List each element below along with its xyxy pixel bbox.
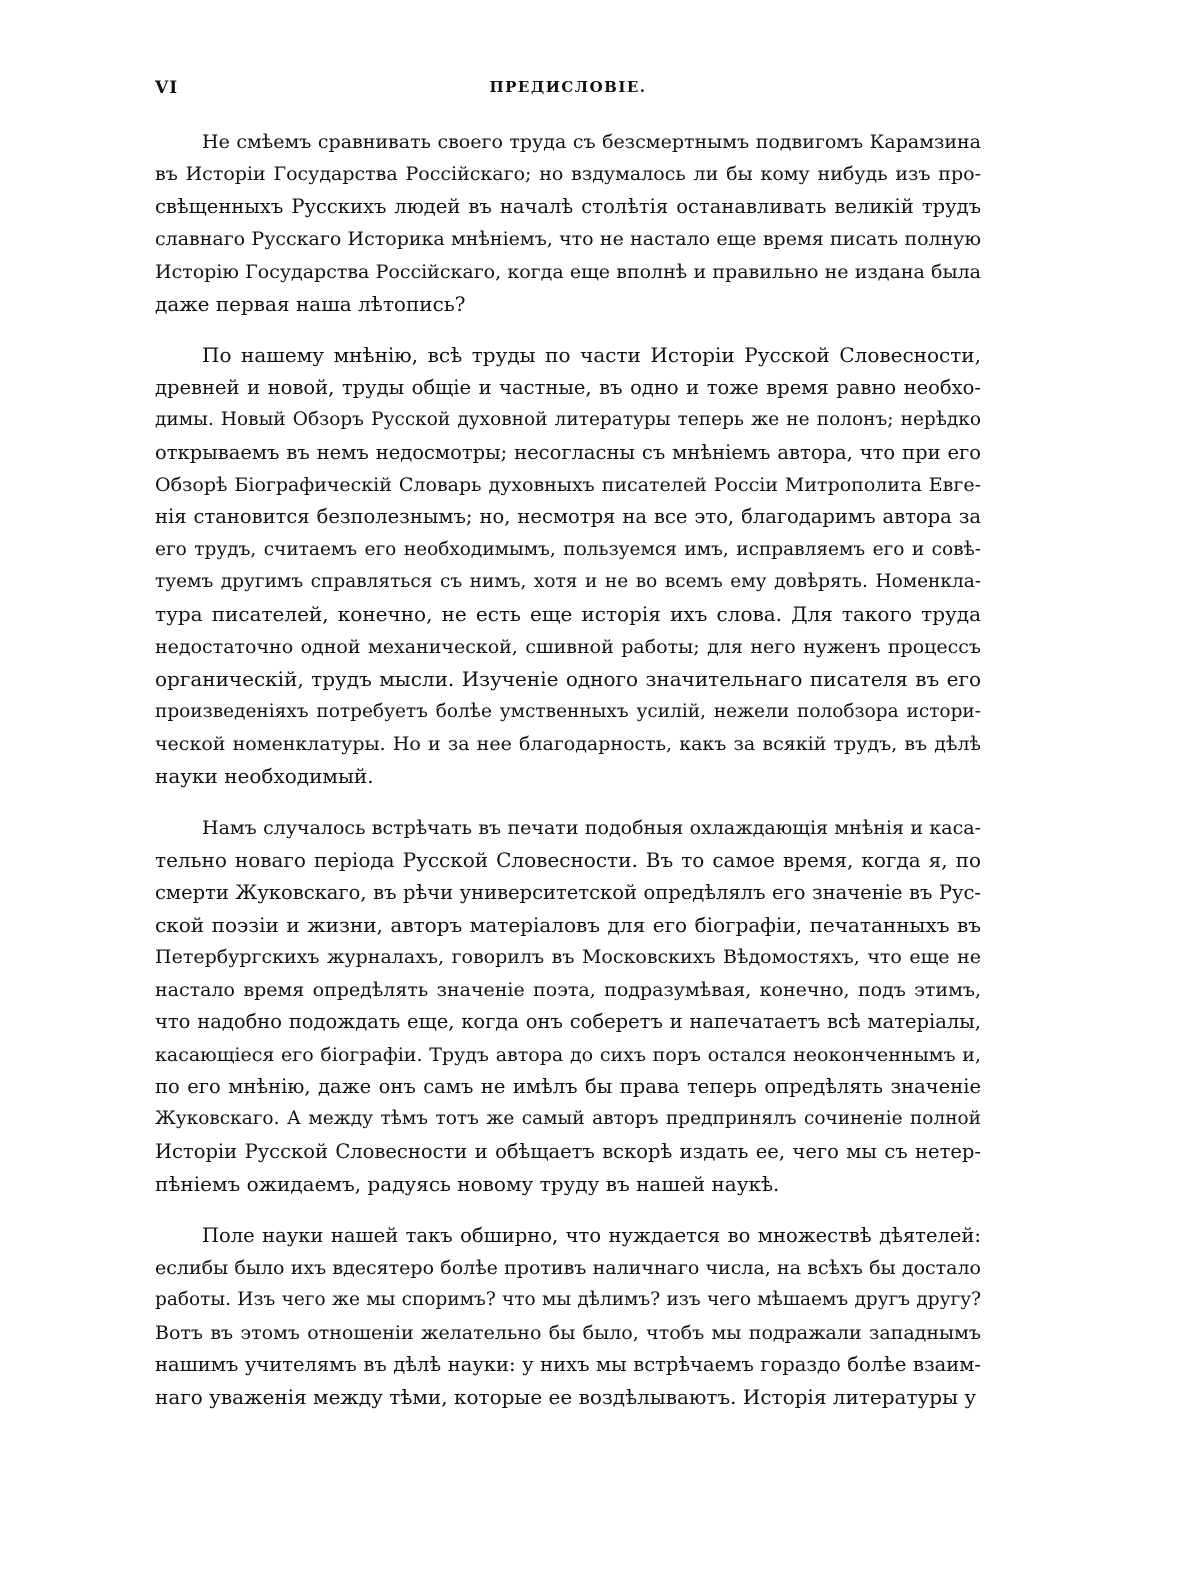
text-line: по его мнѣнію, даже онъ самъ не имѣлъ бы права теперь опредѣлять значеніе — [155, 1074, 981, 1098]
text-line: въ Исторіи Государства Россійскаго; но вздумалось ли бы кому нибудь изъ про- — [155, 163, 981, 186]
text-line: его трудъ, считаемъ его необходимымъ, пользуемся имъ, исправляемъ его и совѣ- — [155, 538, 981, 560]
text-line: Обзорѣ Біографическій Словарь духовныхъ писателей Россіи Митрополита Евге- — [155, 473, 981, 496]
text-line: Не смѣемъ сравнивать своего труда съ безсмертнымъ подвигомъ Карамзина — [202, 131, 981, 153]
page-title: ПРЕДИСЛОВІЕ. — [489, 78, 647, 96]
text-line: ческой номенклатуры. Но и за нее благодарность, какъ за всякій трудъ, въ дѣлѣ — [155, 733, 981, 756]
body-text — [155, 126, 981, 1414]
text-line: Исторію Государства Россійскаго, когда еще вполнѣ и правильно не издана была — [155, 260, 981, 283]
text-line: Исторіи Русской Словесности и обѣщаетъ вскорѣ издать ее, чего мы съ нетер- — [155, 1139, 981, 1163]
book-page — [155, 78, 981, 1433]
text-line: работы. Изъ чего же мы споримъ? что мы дѣлимъ? изъ чего мѣшаемъ другъ другу? — [155, 1289, 981, 1311]
text-line: даже первая наша лѣтопись? — [155, 291, 466, 316]
paragraph — [155, 812, 981, 1201]
text-line: органическій, трудъ мысли. Изученіе одного значительнаго писателя въ его — [155, 667, 981, 692]
page-number: VI — [155, 78, 179, 98]
text-line: туемъ другимъ справляться съ нимъ, хотя и не во всемъ ему довѣрять. Номенкла- — [155, 571, 981, 593]
text-line: Поле науки нашей такъ обширно, что нуждается во множествѣ дѣятелей: — [202, 1223, 981, 1247]
text-line: нашимъ учителямъ въ дѣлѣ науки: у нихъ мы встрѣчаемъ гораздо болѣе взаим- — [155, 1353, 981, 1377]
text-line: тура писателей, конечно, не есть еще исторія ихъ слова. Для такого труда — [155, 602, 981, 627]
text-line: Вотъ въ этомъ отношеніи желательно бы было, чтобъ мы подражали западнымъ — [155, 1321, 981, 1344]
text-line: димы. Новый Обзоръ Русской духовной литературы теперь же не полонъ; нерѣдко — [155, 409, 981, 431]
text-line: настало время опредѣлять значеніе поэта, подразумѣвая, конечно, подъ этимъ, — [155, 978, 981, 1001]
text-line: что надобно подождать еще, когда онъ соберетъ и напечатаетъ всѣ матеріалы, — [155, 1010, 981, 1034]
text-line: открываемъ въ немъ недосмотры; несогласны съ мнѣніемъ автора, что при его — [155, 440, 981, 464]
text-line: древней и новой, труды общіе и частные, въ одно и тоже время равно необхо- — [155, 375, 981, 399]
text-line: Петербургскихъ журналахъ, говорилъ въ Московскихъ Вѣдомостяхъ, что еще не — [155, 946, 981, 969]
paragraph — [155, 1220, 981, 1414]
text-line: свѣщенныхъ Русскихъ людей въ началѣ столѣтія останавливать великій трудъ — [155, 194, 981, 218]
text-line: наго уваженія между тѣми, которые ее воздѣлываютъ. Исторія литературы у — [155, 1385, 977, 1410]
text-line: недостаточно одной механической, сшивной работы; для него нуженъ процессъ — [155, 635, 981, 658]
text-line: науки необходимый. — [155, 764, 374, 789]
text-line: еслибы было ихъ вдесятеро болѣе противъ наличнаго числа, на всѣхъ бы достало — [155, 1256, 981, 1279]
text-line: тельно новаго періода Русской Словесности. Въ то самое время, когда я, по — [155, 848, 981, 873]
text-line: пѣніемъ ожидаемъ, радуясь новому труду въ нашей наукѣ. — [155, 1172, 780, 1197]
paragraph — [155, 339, 981, 792]
text-line: смерти Жуковскаго, въ рѣчи университетской опредѣлялъ его значеніе въ Рус- — [155, 880, 981, 904]
paragraph — [155, 126, 981, 320]
text-line: Жуковскаго. А между тѣмъ тотъ же самый авторъ предпринялъ сочиненіе полной — [155, 1108, 981, 1130]
text-line: касающіеся его біографіи. Трудъ автора до сихъ поръ остался неоконченнымъ и, — [155, 1043, 981, 1066]
text-line: По нашему мнѣнію, всѣ труды по части Исторіи Русской Словесности, — [202, 343, 981, 368]
text-line: произведеніяхъ потребуетъ болѣе умственныхъ усилій, нежели полобзора истори- — [155, 700, 981, 722]
text-line: ской поэзіи и жизни, авторъ матеріаловъ для его біографіи, печатанныхъ въ — [155, 912, 981, 937]
text-line: Намъ случалось встрѣчать въ печати подобныя охлаждающія мнѣнія и каса- — [202, 816, 981, 839]
running-head — [155, 78, 981, 108]
text-line: славнаго Русскаго Историка мнѣніемъ, что не настало еще время писать полную — [155, 228, 981, 251]
text-line: нія становится безполезнымъ; но, несмотря на все это, благодаримъ автора за — [155, 505, 981, 529]
